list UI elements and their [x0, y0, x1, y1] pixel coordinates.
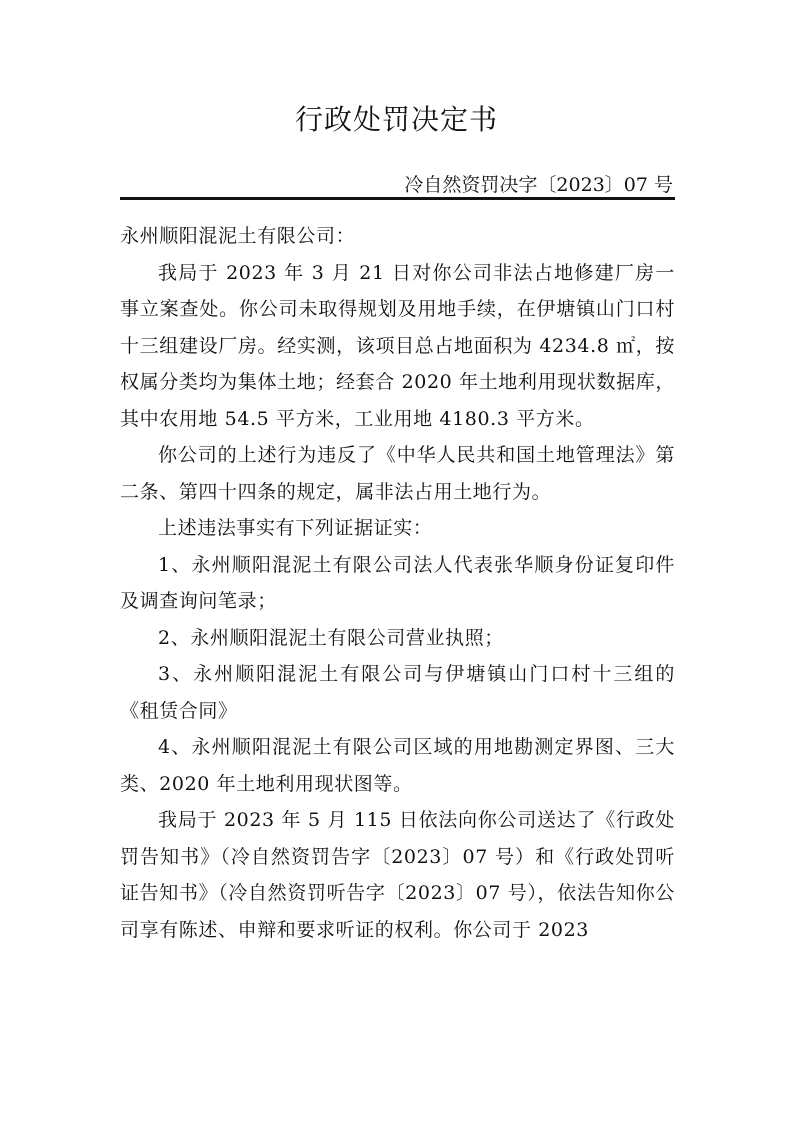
- document-number: 冷自然资罚决字〔2023〕07 号: [404, 174, 673, 196]
- paragraph-evidence-intro: 上述违法事实有下列证据证实：: [158, 517, 433, 539]
- document-title: 行政处罚决定书: [294, 103, 498, 136]
- paragraph-case-facts: 我局于 2023 年 3 月 21 日对你公司非法占地修建厂房一事立案查处。你公司未取得规划及用地手续，在伊塘镇山门口村十三组建设厂房。经实测，该项目总占地面积为 4234.8 ㎡，按权属分类均为集体土地；经套合 2020 年土地利用现状数据库，其中农用地 54.5 平方米，工业用地 4180.3 平方米。: [120, 261, 675, 430]
- evidence-item-3: 3、永州顺阳混泥土有限公司与伊塘镇山门口村十三组的《租赁合同》: [120, 663, 675, 722]
- evidence-item-2: 2、永州顺阳混泥土有限公司营业执照；: [158, 626, 504, 649]
- paragraph-notification: 我局于 2023 年 5 月 115 日依法向你公司送达了《行政处罚告知书》（冷自然资罚告字〔2023〕07 号）和《行政处罚听证告知书》（冷自然资罚听告字〔2023〕07 号），依法告知你公司享有陈述、申辩和要求听证的权利。你公司于 2023: [120, 809, 675, 941]
- evidence-item-4: 4、永州顺阳混泥土有限公司区域的用地勘测定界图、三大类、2020 年土地利用现状图等。: [120, 736, 675, 795]
- paragraph-violation: 你公司的上述行为违反了《中华人民共和国土地管理法》第二条、第四十四条的规定，属非法占用土地行为。: [120, 444, 675, 503]
- addressee: 永州顺阳混泥土有限公司：: [120, 225, 356, 247]
- evidence-item-1: 1、永州顺阳混泥土有限公司法人代表张华顺身份证复印件及调查询问笔录；: [120, 553, 675, 612]
- header-divider: [120, 197, 675, 200]
- document-body: [120, 218, 675, 948]
